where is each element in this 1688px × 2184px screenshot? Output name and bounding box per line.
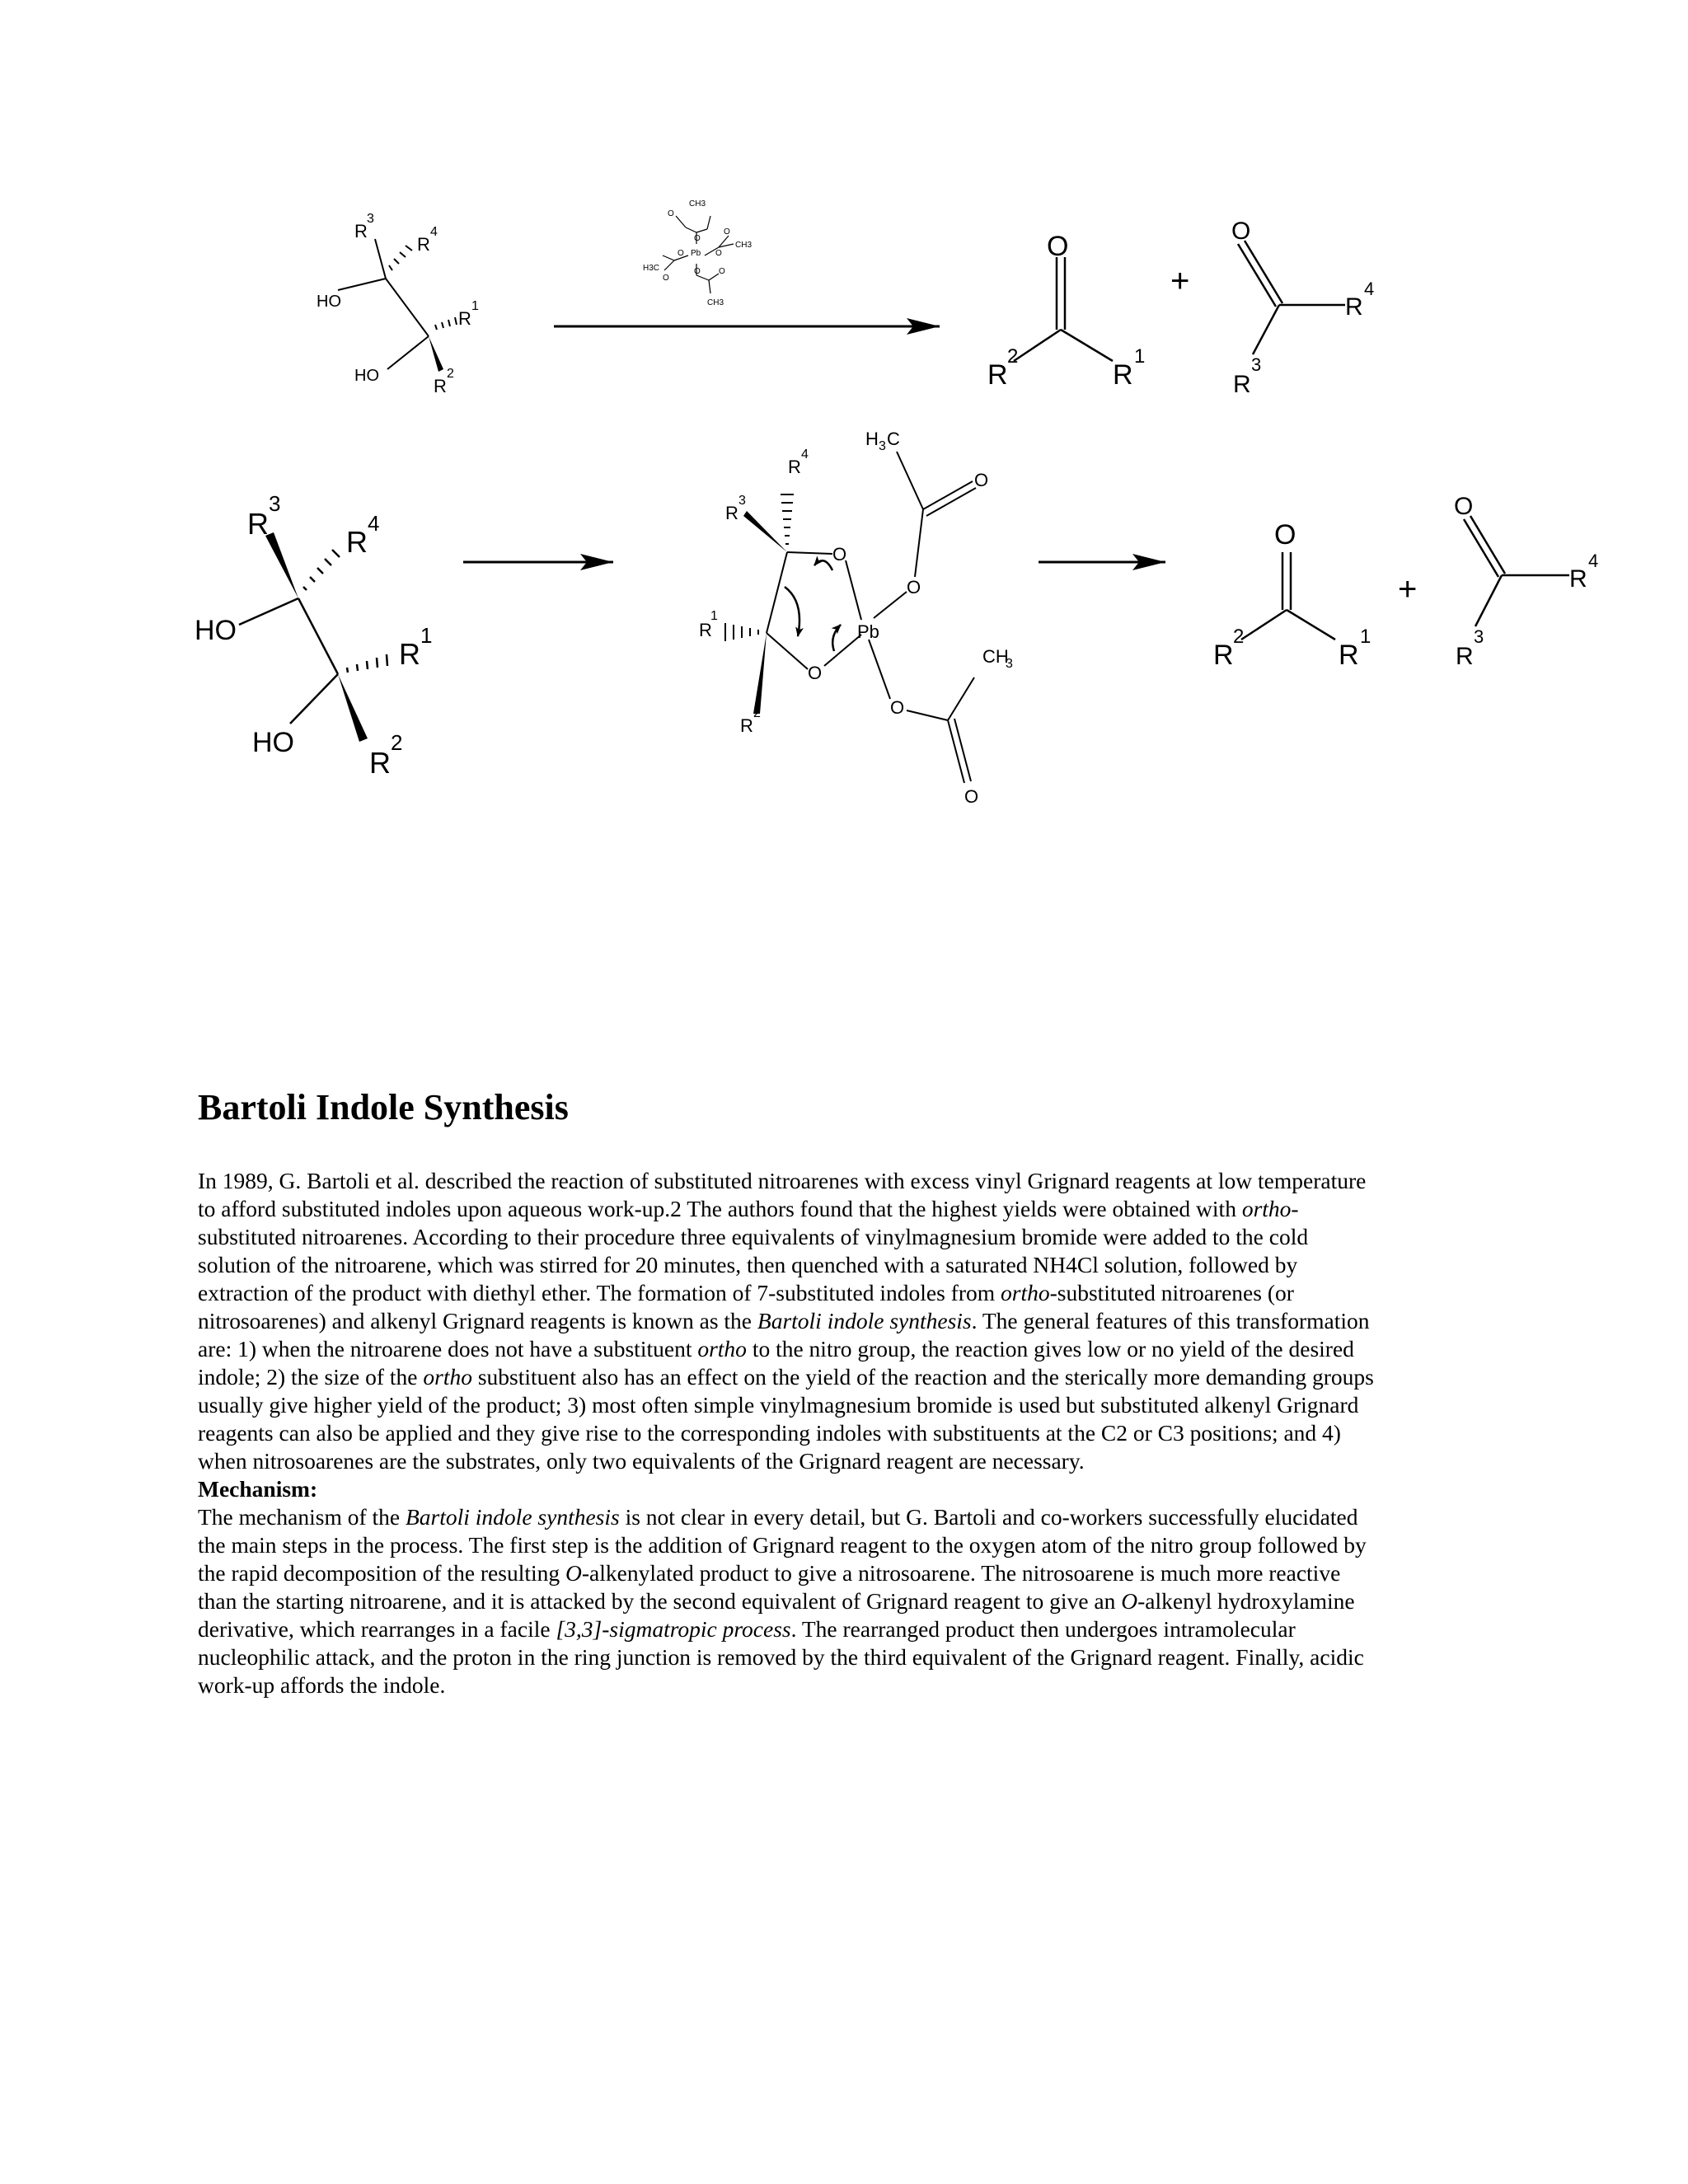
o-label: O [694,234,701,243]
lead-tetraacetate-reagent [643,199,752,307]
cyclic-lead-intermediate [699,429,1013,807]
top-ketone-product-1 [987,231,1145,391]
ch3-label: CH3 [689,199,706,209]
o-label: O [890,697,905,718]
reaction-scheme [0,0,1688,989]
o-label: O [715,249,722,258]
ho-label: HO [316,293,341,311]
r-superscript: 4 [430,225,438,239]
r-superscript: 3 [738,494,746,508]
r-superscript: 2 [1233,626,1245,648]
r-superscript: 4 [368,511,380,536]
r-label: R [725,503,738,523]
o-label: O [907,577,921,598]
ch3-label: CH3 [735,241,753,250]
o-label: O [1274,519,1296,551]
h3c-label: C [887,429,900,449]
r-label: R [1339,640,1359,671]
top-diol-reactant [316,212,479,396]
o-label: O [832,544,847,565]
r-label: R [399,637,420,671]
document-body [198,1088,1385,1699]
r-label: R [346,525,368,559]
o-label: O [1454,493,1474,520]
r-label: R [354,221,368,241]
bottom-diol-reactant [195,491,432,780]
o-label: O [974,470,989,490]
r-superscript: 1 [420,623,433,648]
pb-label: Pb [857,621,879,642]
r-superscript: 2 [447,367,454,381]
mechanism-paragraph: The mechanism of the Bartoli indole synthesis is not clear in every detail, but G. Bartoli and co-workers successfully elucidated the main steps in the process. The first step is the addition of Grignard reagent to the oxygen atom of the nitro group followed by the rapid decomposition of the resulting O-alkenylated product to give a nitrosoarene. The nitrosoarene is much more reactive than the starting nitroarene, and it is attacked by the second equivalent of Grignard reagent to give an O-alkenyl hydroxylamine derivative, which rearranges in a facile [3,3]-sigmatropic process. The rearranged product then undergoes intramolecular nucleophilic attack, and the proton in the ring junction is removed by the third equivalent of the Grignard reagent. Finally, acidic work-up affords the indole. [198,1504,1367,1699]
r-superscript: 4 [1364,279,1375,299]
bottom-ketone-product-1 [1213,519,1371,671]
ch3-label: CH [982,646,1009,667]
r-superscript: 3 [367,212,374,226]
r-superscript: 4 [1588,551,1599,571]
top-ketone-product-2 [1231,218,1374,398]
r-superscript: 1 [1360,626,1372,648]
r-superscript: 2 [391,730,403,755]
ho-label: HO [252,727,294,758]
r-label: R [417,234,430,255]
pb-label: Pb [691,249,701,258]
mechanism-heading: Mechanism: [198,1476,318,1502]
r-label: R [1345,293,1363,321]
r-superscript: 3 [269,491,281,516]
r-superscript: 2 [753,706,761,720]
r-label: R [1213,640,1234,671]
plus-sign: + [1170,263,1190,299]
ch3-label: CH3 [707,298,724,307]
r-label: R [1456,643,1474,670]
o-label: O [724,227,730,237]
page-title: Bartoli Indole Synthesis [198,1087,569,1127]
r-superscript: 4 [801,448,809,462]
r-label: R [1113,359,1133,391]
o-label: O [668,209,674,218]
r-label: R [458,308,471,329]
o-label: O [808,663,823,683]
subscript: 3 [1006,657,1013,671]
o-label: O [964,786,979,807]
o-label: O [1047,231,1069,262]
r-label: R [740,715,753,736]
r-superscript: 1 [471,299,479,313]
o-label: O [678,249,684,258]
r-superscript: 3 [1474,626,1484,647]
r-superscript: 2 [1007,345,1019,368]
r-label: R [987,359,1008,391]
r-label: R [369,746,391,780]
h3c-label: H3C [643,264,660,273]
h3c-label: H [865,429,879,449]
r-label: R [1569,565,1587,593]
r-superscript: 1 [710,609,718,623]
r-superscript: 3 [1251,354,1262,375]
o-label: O [1231,218,1251,245]
r-label: R [699,620,712,640]
r-label: R [1233,371,1251,398]
o-label: O [719,267,725,276]
r-superscript: 1 [1134,345,1146,368]
r-label: R [788,457,801,477]
o-label: O [694,267,701,276]
r-label: R [434,376,447,396]
ho-label: HO [354,367,379,385]
bottom-ketone-product-2 [1454,493,1598,670]
intro-paragraph: In 1989, G. Bartoli et al. described the reaction of substituted nitroarenes with excess vinyl Grignard reagents at low temperature to afford substituted indoles upon aqueous work-up.2 The authors found that the highest yields were obtained with ortho-substituted nitroarenes. According to their procedure three equivalents of vinylmagnesium bromide were added to the cold solution of the nitroarene, which was stirred for 20 minutes, then quenched with a saturated NH4Cl solution, followed by extraction of the product with diethyl ether. The formation of 7-substituted indoles from ortho-substituted nitroarenes (or nitrosoarenes) and alkenyl Grignard reagents is known as the Bartoli indole synthesis. The general features of this transformation are: 1) when the nitroarene does not have a substituent ortho to the nitro group, the reaction gives low or no yield of the desired indole; 2) the size of the ortho substituent also has an effect on the yield of the reaction and the sterically more demanding groups usually give higher yield of the product; 3) most often simple vinylmagnesium bromide is used but substituted alkenyl Grignard reagents can also be applied and they give rise to the corresponding indoles with substituents at the C2 or C3 positions; and 4) when nitrosoarenes are the substrates, only two equivalents of the Grignard reagent are necessary. [198,1168,1374,1474]
o-label: O [663,274,669,283]
subscript: 3 [879,439,886,453]
r-label: R [247,507,269,541]
plus-sign: + [1398,571,1418,607]
ho-label: HO [195,615,237,646]
